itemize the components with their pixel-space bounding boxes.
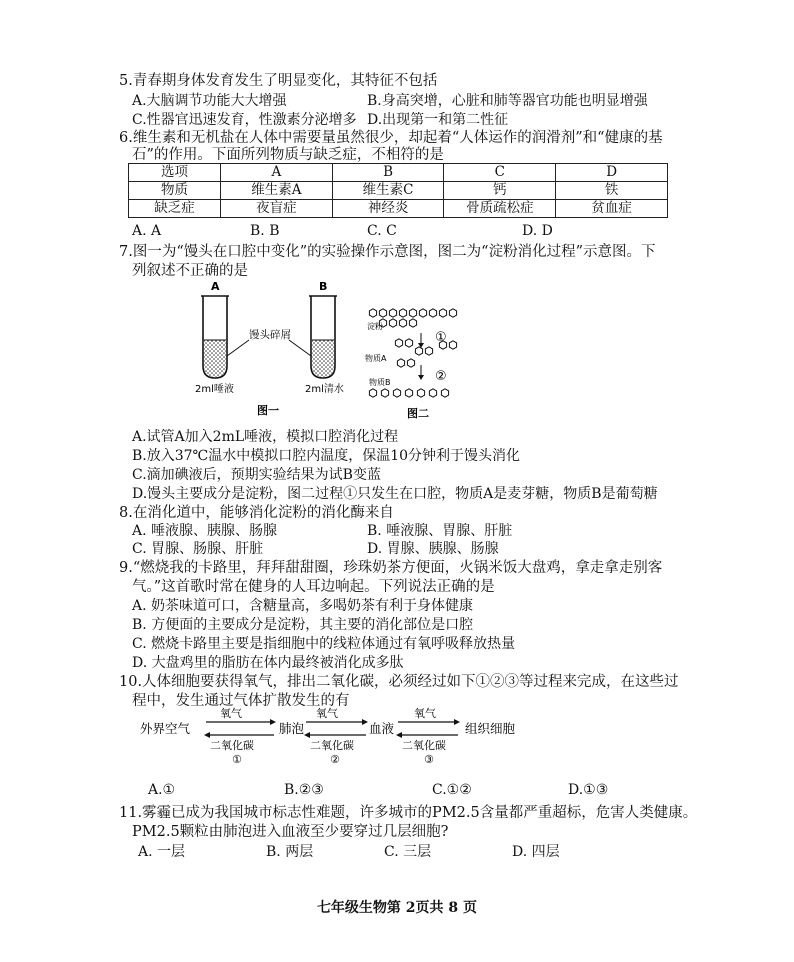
q7-option-c: C.滴加碘液后，预期实验结果为试B变蓝 [132, 467, 381, 483]
process-1-number: ① [232, 753, 242, 766]
table-cell: B [332, 164, 444, 182]
q8-option-a: A. 唾液腺、胰腺、肠腺 [132, 523, 278, 539]
table-cell: 缺乏症 [129, 200, 221, 218]
q8-stem: 8.在消化道中，能够消化淀粉的消化酶来自 [119, 505, 394, 521]
q9-option-c: C. 燃烧卡路里主要是指细胞中的线粒体通过有氧呼吸释放热量 [132, 636, 516, 652]
page-footer: 七年级生物第 2页共 8 页 [316, 900, 478, 916]
q6-option-a: A. A [132, 223, 162, 239]
tube-a-content: 2ml唾液 [195, 384, 234, 395]
q9-option-a: A. 奶茶味道可口，含糖量高，多喝奶茶有利于身体健康 [132, 598, 474, 614]
hexagon-unit [429, 389, 436, 397]
tissue-cells-label: 组织细胞 [465, 721, 516, 736]
hexagon-unit [425, 347, 432, 355]
table-header-row [129, 164, 668, 182]
co2-label: 二氧化碳 [310, 739, 354, 752]
hexagon-unit [419, 309, 426, 317]
q7-option-b: B.放入37℃温水中模拟口腔内温度，保温10分钟利于馒头消化 [132, 448, 521, 464]
test-tube-b [309, 296, 337, 378]
q5-option-b: B.身高突增，心脏和肺等器官功能也明显增强 [367, 93, 648, 109]
process-2-number: ② [330, 753, 340, 766]
q5-option-a: A.大脑调节功能大大增强 [132, 93, 287, 109]
left-arrow-icon [204, 732, 274, 738]
q6-option-d: D. D [522, 223, 553, 239]
q6-stem-line2: 石”的作用。下面所列物质与缺乏症，不相符的是 [132, 147, 444, 163]
co2-label: 二氧化碳 [402, 739, 446, 752]
hexagon-unit [405, 339, 412, 347]
figure-1-caption: 图一 [257, 404, 279, 417]
table-cell: 选项 [129, 164, 221, 182]
left-arrow-icon [304, 732, 366, 738]
q10-option-a: A.① [148, 782, 176, 798]
q11-option-c: C. 三层 [384, 844, 432, 860]
q7-option-a: A.试管A加入2mL唾液，模拟口腔消化过程 [132, 429, 399, 445]
oxygen-label: 氧气 [414, 707, 436, 720]
figure-1-test-tubes [185, 278, 355, 420]
table-cell: C [444, 164, 556, 182]
process-3-number: ③ [424, 753, 434, 766]
hexagon-unit [449, 341, 456, 349]
table-row [129, 182, 668, 200]
down-arrow-icon [418, 365, 424, 380]
table-cell: D [556, 164, 668, 182]
q11-stem-line1: 11.雾霾已成为我国城市标志性难题，许多城市的PM2.5含量都严重超标，危害人类健康。 [119, 805, 698, 821]
co2-label: 二氧化碳 [210, 739, 254, 752]
hexagon-unit [379, 309, 386, 317]
step-1-label: ① [435, 330, 447, 345]
test-tube-a [201, 296, 229, 378]
crumbs-label: 馒头碎屑 [249, 329, 291, 341]
table-cell: 维生素C [332, 182, 444, 200]
table-row [129, 200, 668, 218]
table-cell: 维生素A [221, 182, 333, 200]
alveoli-label: 肺泡 [279, 721, 305, 736]
q10-option-c: C.①② [432, 782, 472, 798]
figure-2-caption: 图二 [407, 407, 429, 420]
hexagon-unit [399, 319, 406, 327]
table-cell: 贫血症 [556, 200, 668, 218]
q6-option-b: B. B [250, 223, 280, 239]
tube-b-content: 2ml清水 [305, 384, 344, 395]
table-cell: 钙 [444, 182, 556, 200]
q7-stem-line2: 列叙述不正确的是 [132, 263, 248, 279]
q5-option-d: D.出现第一和第二性征 [367, 112, 509, 128]
hexagon-unit [405, 389, 412, 397]
down-arrow-icon [418, 333, 424, 348]
hexagon-unit [429, 309, 436, 317]
tube-a-label: A [211, 280, 220, 293]
table-cell: 神经炎 [332, 200, 444, 218]
hexagon-unit [439, 309, 446, 317]
starch-label: 淀粉 [367, 322, 383, 331]
blood-label: 血液 [369, 721, 395, 736]
q10-stem-line2: 程中，发生通过气体扩散发生的有 [132, 693, 350, 709]
tube-b-label: B [319, 280, 328, 293]
q8-option-c: C. 胃腺、肠腺、肝脏 [132, 541, 264, 557]
q6-stem-line1: 6.维生素和无机盐在人体中需要量虽然很少，却起着“人体运作的润滑剂”和“健康的基 [119, 130, 663, 146]
q10-stem-line1: 10.人体细胞要获得氧气，排出二氧化碳，必须经过如下①②③等过程来完成，在这些过 [119, 674, 679, 690]
q9-option-d: D. 大盘鸡里的脂肪在体内最终被消化成多肽 [132, 655, 404, 671]
hexagon-unit [389, 309, 396, 317]
figure-2-starch-digestion [365, 305, 475, 420]
step-2-label: ② [435, 369, 447, 384]
q11-option-d: D. 四层 [512, 844, 560, 860]
hexagon-unit [369, 389, 376, 397]
q9-stem-line2: 气。”这首歌时常在健身的人耳边响起。下列说法正确的是 [132, 579, 495, 595]
hexagon-unit [399, 309, 406, 317]
q11-option-b: B. 两层 [266, 844, 314, 860]
q10-option-d: D.①③ [568, 782, 609, 798]
material-b-label: 物质B [369, 378, 391, 387]
q9-option-b: B. 方便面的主要成分是淀粉，其主要的消化部位是口腔 [132, 617, 474, 633]
q8-option-b: B. 唾液腺、胃腺、肝脏 [367, 523, 513, 539]
hexagon-unit [409, 319, 416, 327]
oxygen-label: 氧气 [220, 707, 242, 720]
table-cell: 铁 [556, 182, 668, 200]
oxygen-label: 氧气 [316, 707, 338, 720]
hexagon-unit [441, 389, 448, 397]
q10-option-b: B.②③ [284, 782, 324, 798]
hexagon-unit [397, 359, 404, 367]
q7-stem-line1: 7.图一为“馒头在口腔中变化”的实验操作示意图，图二为“淀粉消化过程”示意图。下 [119, 244, 656, 260]
hexagon-unit [389, 319, 396, 327]
table-cell: 骨质疏松症 [444, 200, 556, 218]
hexagon-unit [415, 347, 422, 355]
q5-stem: 5.青春期身体发育发生了明显变化，其特征不包括 [119, 73, 438, 89]
hexagon-unit [449, 309, 456, 317]
hexagon-unit [369, 309, 376, 317]
q9-stem-line1: 9.“燃烧我的卡路里，拜拜甜甜圈，珍珠奶茶方便面，火锅米饭大盘鸡，拿走拿走别客 [119, 560, 663, 576]
q8-option-d: D. 胃腺、胰腺、肠腺 [367, 541, 499, 557]
left-arrow-icon [396, 732, 458, 738]
hexagon-unit [407, 359, 414, 367]
hexagon-unit [393, 389, 400, 397]
vitamin-table [128, 163, 668, 218]
outside-air-label: 外界空气 [140, 721, 191, 736]
q11-option-a: A. 一层 [138, 844, 186, 860]
q11-stem-line2: PM2.5颗粒由肺泡进入血液至少要穿过几层细胞? [132, 824, 449, 840]
q5-option-c: C.性器官迅速发育，性激素分泌增多 [132, 112, 357, 128]
table-cell: 夜盲症 [221, 200, 333, 218]
material-a-label: 物质A [365, 354, 387, 363]
q6-option-c: C. C [367, 223, 397, 239]
table-cell: A [221, 164, 333, 182]
hexagon-unit [395, 339, 402, 347]
hexagon-unit [417, 389, 424, 397]
hexagon-unit [381, 389, 388, 397]
q7-option-d: D.馒头主要成分是淀粉，图二过程①只发生在口腔，物质A是麦芽糖，物质B是葡萄糖 [132, 486, 658, 502]
hexagon-unit [409, 309, 416, 317]
table-cell: 物质 [129, 182, 221, 200]
gas-exchange-diagram [140, 704, 590, 766]
